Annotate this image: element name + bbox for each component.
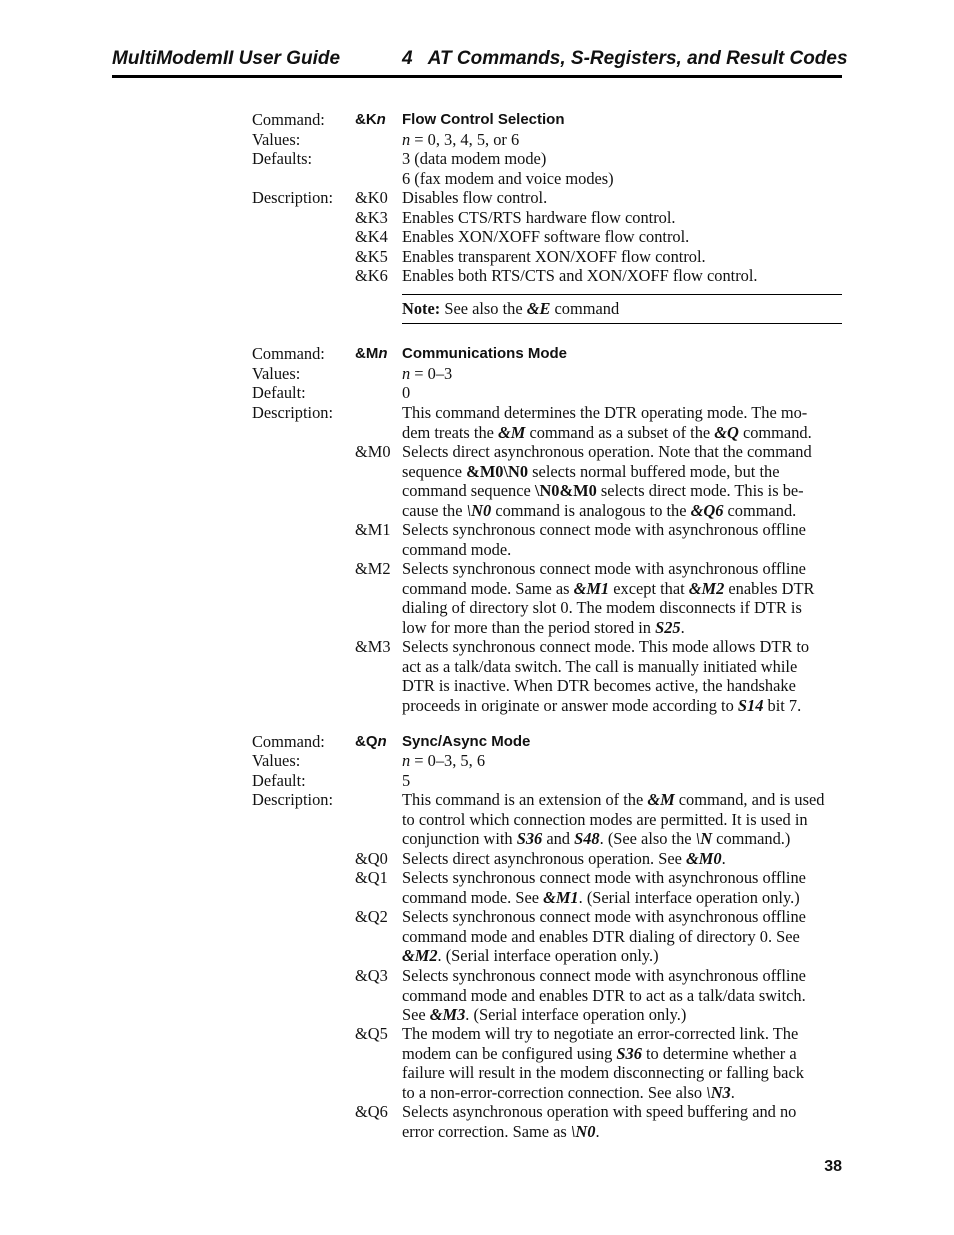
option-text: Selects synchronous connect mode with asynchronous offline command mode and enables DTR to act as a talk/data switch. See &M3. (Serial interface operation only.) — [402, 966, 806, 1025]
description-text: This command is an extension of the &M command, and is used to control which connection modes are permitted. It is used in conjunction with S36 and S48. (See also the \N command.) — [402, 790, 825, 849]
option-text: Selects synchronous connect mode with asynchronous offline command mode. See &M1. (Serial interface operation only.) — [402, 868, 806, 907]
command-code: &Mn — [355, 345, 388, 362]
description-label: Description: — [252, 403, 334, 422]
option-code: &Q0 — [355, 849, 388, 868]
option-code: &K3 — [355, 208, 388, 227]
command-title: Sync/Async Mode — [402, 733, 531, 750]
option-text: Selects synchronous connect mode. This mode allows DTR to act as a talk/data switch. The call is manually initiated while DTR is inactive. When DTR becomes active, the handshake proceeds in originate or answer mode according to S14 bit 7. — [402, 637, 810, 715]
note-rule-bottom — [402, 323, 842, 324]
option-code: &Q5 — [355, 1024, 388, 1043]
command-label: Command: — [252, 344, 325, 363]
defaults-value: 3 (data modem mode) — [402, 149, 547, 168]
command-title: Flow Control Selection — [402, 111, 565, 128]
command-code: &Qn — [355, 733, 387, 750]
option-code: &M3 — [355, 637, 391, 656]
running-header-title: MultiModemII User Guide — [112, 48, 341, 69]
option-code: &M2 — [355, 559, 391, 578]
command-title: Communications Mode — [402, 345, 568, 362]
command-code: &Kn — [355, 111, 386, 128]
description-label: Description: — [252, 790, 334, 809]
option-text: The modem will try to negotiate an error-corrected link. The modem can be configured using S36 to determine whether a failure will result in the modem disconnecting or falling back to a non-error-correction connection. See also \N3. — [402, 1024, 804, 1102]
option-code: &K5 — [355, 247, 388, 266]
option-code: &Q1 — [355, 868, 388, 887]
page-number: 38 — [824, 1158, 842, 1175]
option-code: &Q6 — [355, 1102, 388, 1121]
default-label: Default: — [252, 383, 306, 402]
values-label: Values: — [252, 130, 301, 149]
option-code: &K4 — [355, 227, 388, 246]
note-rule-top — [402, 294, 842, 295]
default-value: 0 — [402, 383, 411, 402]
option-text: Selects direct asynchronous operation. Note that the command sequence &M0\N0 selects normal buffered mode, but the command sequence \N0&M0 selects direct mode. This is be- cause the \N0 command is analogous to the &Q6 command. — [402, 442, 812, 520]
option-text: Enables both RTS/CTS and XON/XOFF flow control. — [402, 266, 758, 285]
option-text: Selects asynchronous operation with speed buffering and no error correction. Same as \N0. — [402, 1102, 797, 1141]
running-header-chapter: 4 AT Commands, S-Registers, and Result Codes — [402, 48, 848, 69]
description-text: This command determines the DTR operating mode. The mo- dem treats the &M command as a subset of the &Q command. — [402, 403, 812, 442]
option-code: &Q2 — [355, 907, 388, 926]
option-text: Selects direct asynchronous operation. See &M0. — [402, 849, 726, 868]
values-label: Values: — [252, 751, 301, 770]
header-rule — [112, 75, 842, 78]
command-label: Command: — [252, 110, 325, 129]
defaults-value: 6 (fax modem and voice modes) — [402, 169, 614, 188]
values-text: n = 0–3, 5, 6 — [402, 751, 486, 770]
option-text: Selects synchronous connect mode with asynchronous offline command mode. — [402, 520, 806, 559]
option-code: &M1 — [355, 520, 391, 539]
default-label: Default: — [252, 771, 306, 790]
option-text: Enables CTS/RTS hardware flow control. — [402, 208, 676, 227]
note: Note: See also the &E command — [402, 299, 620, 318]
defaults-label: Defaults: — [252, 149, 313, 168]
option-code: &M0 — [355, 442, 391, 461]
option-text: Selects synchronous connect mode with asynchronous offline command mode. Same as &M1 except that &M2 enables DTR dialing of directory slot 0. The modem disconnects if DTR is low for more than the period stored in S25. — [402, 559, 815, 637]
command-label: Command: — [252, 732, 325, 751]
option-code: &Q3 — [355, 966, 388, 985]
option-text: Enables XON/XOFF software flow control. — [402, 227, 690, 246]
option-text: Disables flow control. — [402, 188, 548, 207]
description-label: Description: — [252, 188, 334, 207]
default-value: 5 — [402, 771, 411, 790]
option-text: Selects synchronous connect mode with asynchronous offline command mode and enables DTR dialing of directory 0. See &M2. (Serial interface operation only.) — [402, 907, 806, 966]
option-code: &K0 — [355, 188, 388, 207]
values-text: n = 0, 3, 4, 5, or 6 — [402, 130, 520, 149]
values-text: n = 0–3 — [402, 364, 453, 383]
option-code: &K6 — [355, 266, 388, 285]
values-label: Values: — [252, 364, 301, 383]
option-text: Enables transparent XON/XOFF flow control. — [402, 247, 706, 266]
